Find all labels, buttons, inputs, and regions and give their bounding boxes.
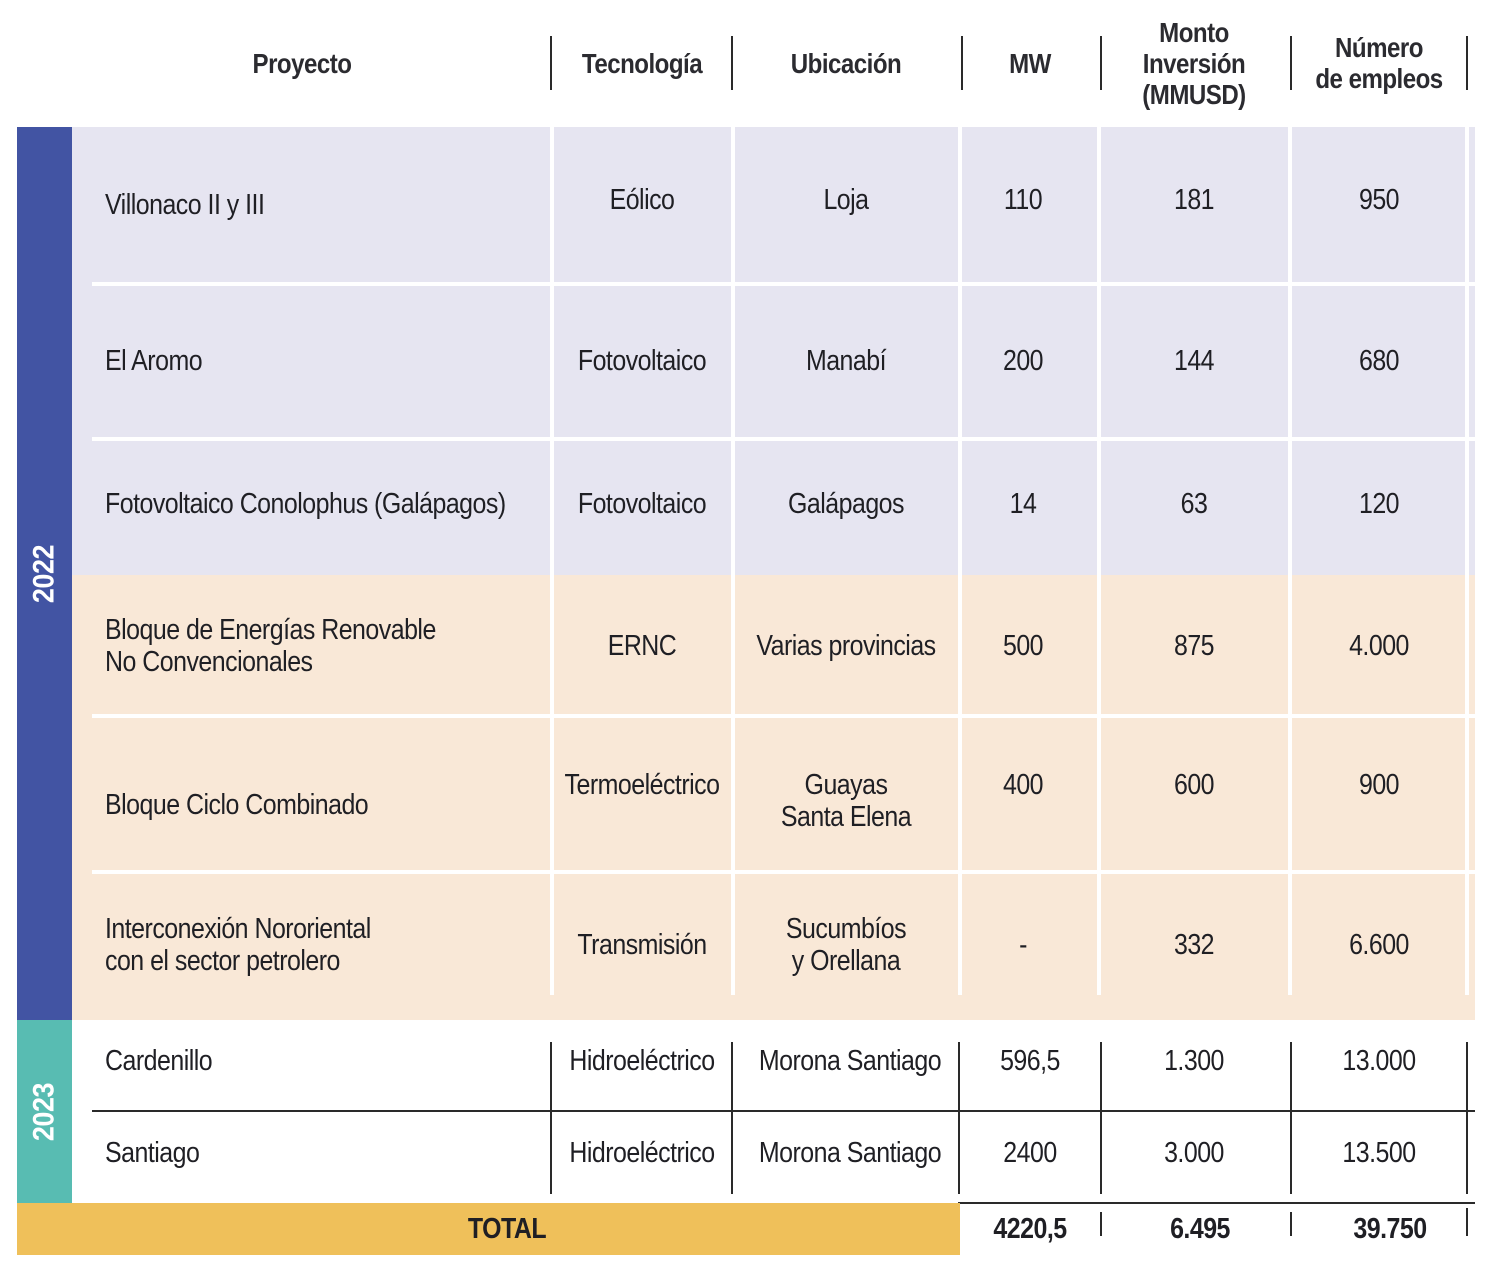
column-divider	[1100, 1212, 1102, 1236]
cell-empleos: 6.600	[1349, 929, 1409, 961]
header-proyecto: Proyecto	[252, 47, 352, 79]
column-divider	[1100, 1042, 1102, 1194]
year-label-2022: 2022	[27, 544, 61, 603]
year-label-2023: 2023	[27, 1082, 61, 1141]
column-divider	[1466, 1208, 1468, 1236]
cell-proyecto: Santiago	[105, 1137, 200, 1169]
cell-tecnologia: Fotovoltaico	[577, 488, 707, 520]
cell-monto: 875	[1173, 630, 1215, 662]
cell-empleos: 13.500	[1342, 1137, 1416, 1169]
cell-mw: 596,5	[1000, 1045, 1060, 1077]
row-separator	[92, 714, 1475, 718]
cell-proyecto: Villonaco II y III	[105, 188, 265, 221]
cell-mw: 110	[1003, 183, 1043, 216]
total-label: TOTAL	[467, 1213, 547, 1245]
cell-ubicacion: Morona Santiago	[758, 1045, 942, 1077]
column-divider	[550, 1042, 552, 1194]
header-numero-empleos: Número de empleos	[1315, 32, 1443, 94]
cell-tecnologia: ERNC	[607, 630, 677, 662]
cell-tecnologia: Hidroeléctrico	[569, 1137, 715, 1169]
column-separator	[1097, 127, 1101, 995]
cell-ubicacion: Varias provincias	[756, 630, 936, 662]
cell-empleos: 680	[1358, 344, 1400, 377]
cell-proyecto: Fotovoltaico Conolophus (Galápagos)	[105, 488, 506, 520]
cell-empleos: 13.000	[1342, 1045, 1416, 1077]
header-divider	[731, 36, 733, 90]
header-tecnologia: Tecnología	[581, 47, 703, 79]
cell-mw: -	[1019, 929, 1027, 961]
cell-proyecto: Cardenillo	[105, 1045, 213, 1077]
cell-monto: 600	[1173, 769, 1215, 801]
year-bar-2023	[17, 1020, 72, 1203]
header-divider	[1100, 36, 1102, 90]
header-divider	[1290, 36, 1292, 90]
header-ubicacion: Ubicación	[790, 47, 902, 79]
column-separator	[550, 127, 554, 995]
cell-mw: 400	[1002, 769, 1044, 801]
cell-monto: 144	[1173, 344, 1215, 377]
column-separator	[1465, 127, 1469, 995]
cell-tecnologia: Transmisión	[577, 929, 707, 961]
cell-ubicacion: Manabí	[805, 344, 887, 377]
cell-tecnologia: Hidroeléctrico	[569, 1045, 715, 1077]
cell-proyecto: El Aromo	[105, 344, 203, 377]
cell-monto: 181	[1173, 183, 1215, 216]
cell-empleos: 120	[1358, 488, 1400, 520]
cell-ubicacion: Galápagos	[788, 488, 904, 520]
header-monto-inversion: Monto Inversión (MMUSD)	[1142, 16, 1246, 110]
cell-empleos: 4.000	[1349, 630, 1409, 662]
header-divider	[961, 36, 963, 90]
row-divider	[92, 1110, 1475, 1112]
cell-proyecto: Bloque Ciclo Combinado	[105, 789, 369, 821]
column-divider	[1290, 1042, 1292, 1194]
cell-ubicacion: Loja	[823, 183, 869, 216]
year-bar-2022	[17, 127, 72, 1020]
cell-mw: 200	[1002, 344, 1044, 377]
column-separator	[731, 127, 735, 995]
header-divider	[550, 36, 552, 90]
total-monto: 6.495	[1170, 1213, 1230, 1245]
column-divider	[1290, 1212, 1292, 1236]
column-divider	[958, 1042, 960, 1194]
row-separator	[92, 870, 1475, 874]
cell-tecnologia: Eólico	[609, 183, 675, 216]
cell-mw: 14	[1009, 488, 1037, 520]
header-mw: MW	[1009, 47, 1051, 79]
column-divider	[731, 1042, 733, 1194]
cell-ubicacion: Sucumbíos y Orellana	[785, 913, 907, 977]
cell-mw: 500	[1002, 630, 1044, 662]
cell-ubicacion: Guayas Santa Elena	[780, 769, 912, 833]
total-mw: 4220,5	[993, 1213, 1067, 1245]
cell-monto: 3.000	[1164, 1137, 1224, 1169]
cell-monto: 1.300	[1164, 1045, 1224, 1077]
cell-tecnologia: Termoeléctrico	[564, 769, 720, 801]
cell-ubicacion: Morona Santiago	[758, 1137, 942, 1169]
cell-empleos: 950	[1358, 183, 1400, 216]
cell-monto: 63	[1180, 488, 1208, 520]
column-separator	[1288, 127, 1292, 995]
cell-empleos: 900	[1358, 769, 1400, 801]
column-separator	[958, 127, 962, 995]
total-empleos: 39.750	[1353, 1213, 1427, 1245]
cell-proyecto: Interconexión Nororiental con el sector petrolero	[105, 913, 371, 977]
cell-mw: 2400	[1003, 1137, 1057, 1169]
column-divider	[1466, 1042, 1468, 1194]
header-divider	[1466, 36, 1468, 90]
cell-monto: 332	[1173, 929, 1215, 961]
cell-tecnologia: Fotovoltaico	[577, 344, 707, 377]
cell-proyecto: Bloque de Energías Renovable No Convencionales	[105, 614, 436, 678]
